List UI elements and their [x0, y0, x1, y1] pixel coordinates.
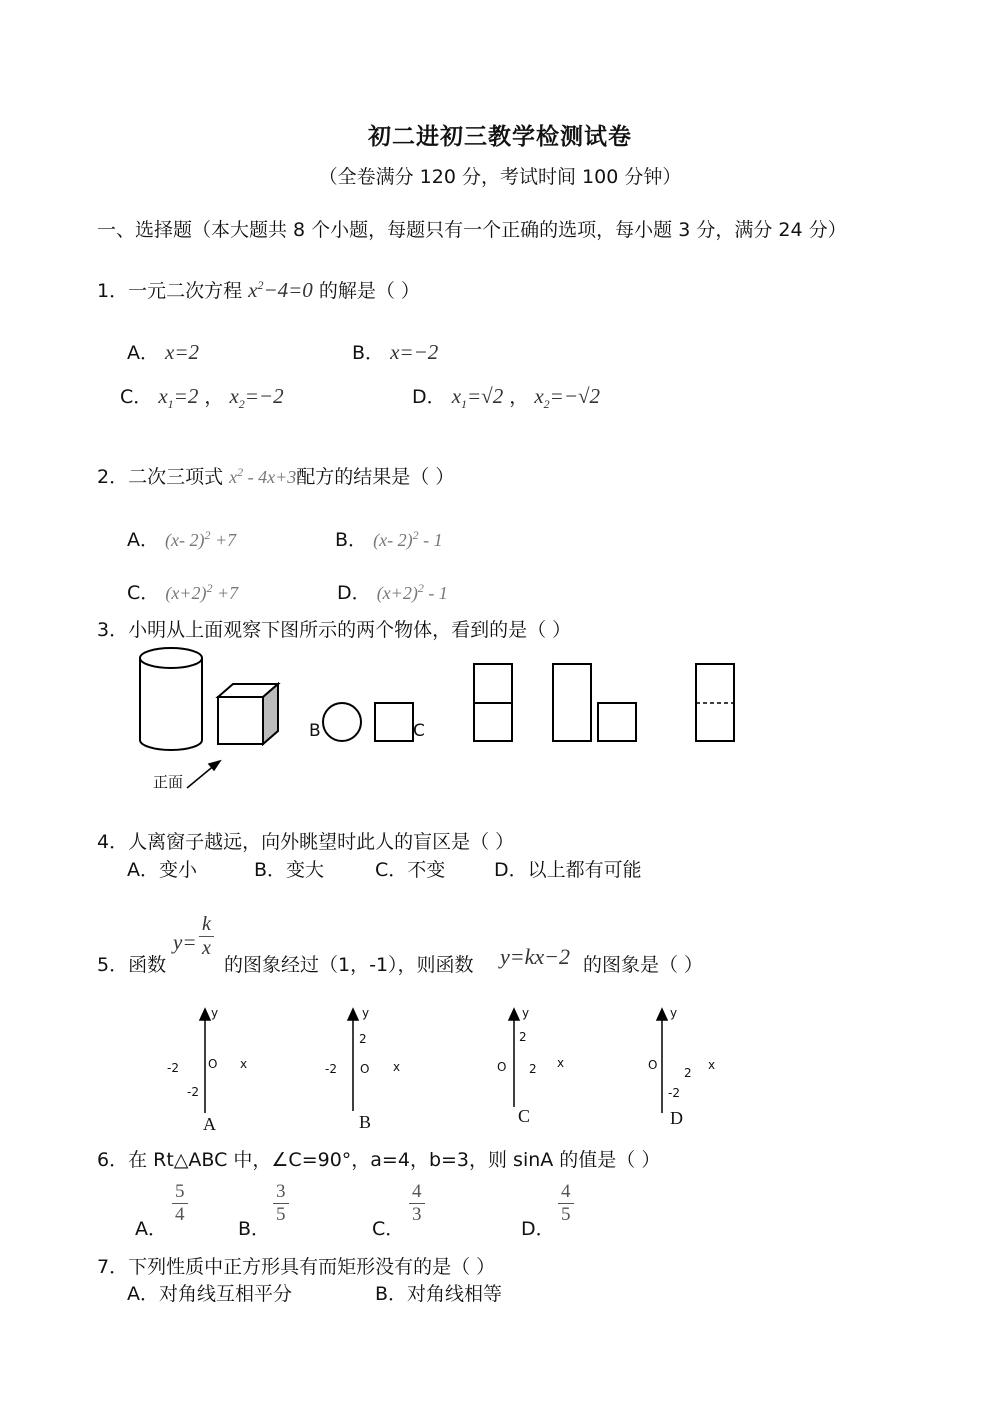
graph-c-x-intercept: 2: [529, 1062, 537, 1076]
graph-a-x-label: x: [240, 1057, 248, 1071]
section-heading: 一、选择题（本大题共 8 个小题，每题只有一个正确的选项，每小题 3 分，满分 24 分）: [97, 219, 847, 241]
q5-stem-start: 5．函数: [97, 954, 167, 976]
q3-option-b-label[interactable]: B: [309, 721, 321, 741]
q1-option-b[interactable]: B． x=−2: [352, 340, 439, 364]
q6-stem: 6．在 Rt△ABC 中，∠C=90°，a=4，b=3，则 sinA 的值是（ ）: [97, 1149, 661, 1171]
q2-option-d[interactable]: D． $(x+2)^2 - 1$: [337, 581, 448, 604]
graph-a-letter[interactable]: A: [203, 1114, 216, 1134]
graph-b-origin: O: [360, 1062, 370, 1076]
q1-stem-tail: 的解是（ ）: [318, 280, 420, 302]
q5-fraction: $\frac{k}{x}$: [199, 914, 214, 959]
q2-option-c[interactable]: C． $(x+2)^2 +7$: [127, 581, 239, 604]
graph-a-origin: O: [208, 1057, 218, 1071]
q5-stem-mid: 的图象经过（1，-1），则函数: [224, 954, 474, 976]
q3-option-c-label[interactable]: C: [413, 721, 425, 741]
q4-option-c[interactable]: C．不变: [375, 859, 446, 881]
page-title: 初二进初三教学检测试卷: [368, 124, 632, 150]
option-d-figure: [696, 664, 734, 741]
q1-option-d[interactable]: D． $x_1=√2$ ， $x_2=-√2$: [412, 384, 601, 412]
graph-b-x-label: x: [393, 1060, 401, 1074]
q6-option-d[interactable]: D．: [521, 1218, 555, 1240]
q2-option-a[interactable]: A． (x- 2)$^2$ +7: [127, 528, 237, 551]
q4-option-a[interactable]: A．变小: [127, 859, 197, 881]
graph-b-y-intercept: 2: [359, 1032, 367, 1046]
option-a-figure: [323, 703, 413, 741]
option-c-figure: [553, 664, 636, 741]
q3-stem: 3．小明从上面观察下图所示的两个物体，看到的是（ ）: [97, 619, 572, 641]
graph-a-y-intercept: -2: [187, 1085, 199, 1099]
q2-option-d-expr: $(x+2)^2 - 1$: [376, 581, 448, 603]
graph-d-y-intercept: -2: [668, 1086, 680, 1100]
q6-option-a-frac: $\frac{5}{4}$: [172, 1182, 188, 1225]
q5-stem-tail: 的图象是（ ）: [583, 954, 704, 976]
q4-option-b[interactable]: B．变大: [254, 859, 325, 881]
graph-c-y-intercept: 2: [519, 1030, 527, 1044]
q6-option-c[interactable]: C．: [372, 1218, 405, 1240]
q1-option-c[interactable]: C． $x_1=2$ ， $x_2=-2$: [120, 384, 284, 412]
q6-option-a[interactable]: A．: [135, 1218, 167, 1240]
graph-d-letter[interactable]: D: [670, 1108, 683, 1128]
q1-option-a[interactable]: A． x=2: [127, 340, 200, 364]
q7-stem: 7．下列性质中正方形具有而矩形没有的是（ ）: [97, 1256, 496, 1278]
q2-option-b-expr: (x- 2)$^2$ - 1: [373, 528, 443, 550]
graph-d-x-intercept: 2: [684, 1066, 692, 1080]
graph-b-y-label: y: [362, 1006, 370, 1020]
q2-option-c-expr: $(x+2)^2 +7$: [165, 581, 239, 603]
graph-a-y-label: y: [211, 1006, 219, 1020]
q2-expression: $x^2 - 4x+3$: [229, 465, 297, 487]
front-label: 正面: [153, 773, 184, 791]
q7-option-a[interactable]: A．对角线互相平分: [127, 1283, 292, 1305]
graph-a-x-intercept: -2: [167, 1061, 179, 1075]
graph-b-letter[interactable]: B: [359, 1112, 372, 1132]
q1-option-c-expr: $x_1=2$: [158, 384, 199, 412]
front-arrow-icon: [187, 761, 220, 788]
q1-option-d-expr: $x_1=√2$: [451, 384, 504, 412]
q6-option-b[interactable]: B．: [238, 1218, 271, 1240]
q1-option-a-expr: x=2: [165, 340, 200, 364]
q1-option-b-expr: x=−2: [390, 340, 439, 364]
q4-stem: 4．人离窗子越远，向外眺望时此人的盲区是（ ）: [97, 831, 515, 853]
cylinder-icon: [140, 648, 202, 750]
q1-equation: $x^2-4=0$: [248, 278, 313, 302]
q3-figure: [0, 640, 1000, 790]
q5-linear-expr: y=kx−2: [500, 944, 570, 969]
graph-b-x-intercept: -2: [325, 1062, 337, 1076]
q4-option-d[interactable]: D．以上都有可能: [494, 859, 642, 881]
q2-option-a-expr: (x- 2)$^2$ +7: [165, 528, 237, 550]
graph-c-letter[interactable]: C: [518, 1106, 531, 1126]
q6-option-c-frac: $\frac{4}{3}$: [409, 1182, 425, 1225]
graph-c-origin: O: [497, 1060, 507, 1074]
q7-option-b[interactable]: B．对角线相等: [375, 1283, 503, 1305]
q2-stem: 2．二次三项式 $x^2 - 4x+3$配方的结果是（ ）: [97, 465, 455, 488]
q1-stem-text: 1．一元二次方程: [97, 280, 243, 302]
q6-option-b-frac: $\frac{3}{5}$: [273, 1182, 289, 1225]
q6-option-d-frac: $\frac{4}{5}$: [558, 1182, 574, 1225]
graph-d-x-label: x: [708, 1058, 716, 1072]
graph-c-y-label: y: [522, 1006, 530, 1020]
graph-d-origin: O: [648, 1058, 658, 1072]
graph-c-x-label: x: [557, 1056, 565, 1070]
page-subtitle: （全卷满分 120 分，考试时间 100 分钟）: [318, 166, 682, 188]
graph-d-y-label: y: [670, 1006, 678, 1020]
q5-y-equals: y=: [173, 930, 197, 954]
q1-stem: [97, 276, 420, 303]
option-b-figure: [474, 664, 512, 741]
q2-option-b[interactable]: B． (x- 2)$^2$ - 1: [335, 528, 443, 551]
cube-icon: [218, 684, 278, 744]
